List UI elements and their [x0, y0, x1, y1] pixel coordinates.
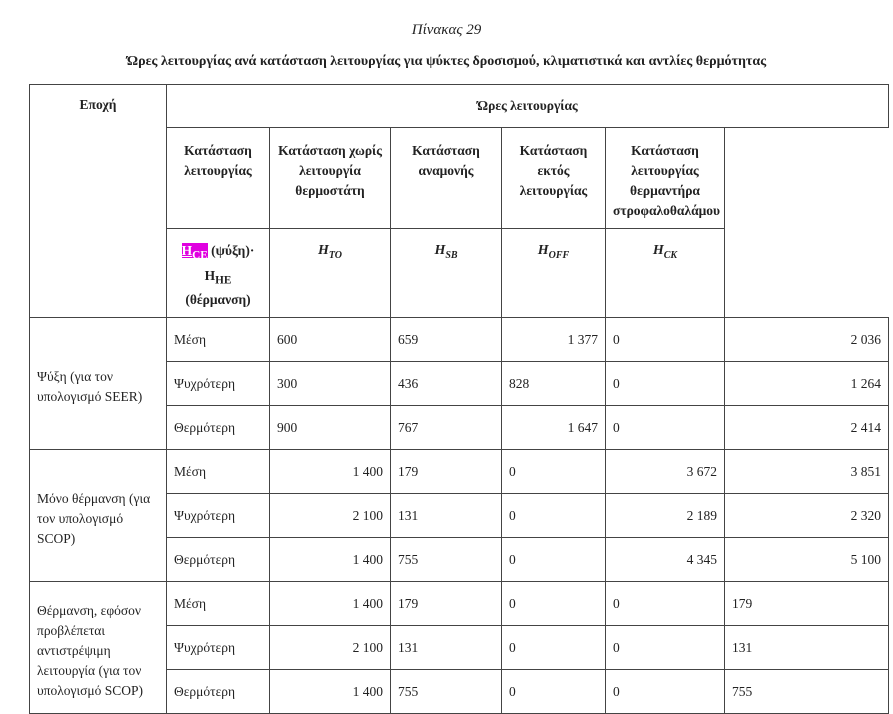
symbol-hck-main: H [652, 243, 664, 258]
value-cell: 0 [606, 406, 725, 450]
mode-header-off [502, 128, 606, 229]
value-cell: 0 [502, 582, 606, 626]
symbol-hto-sub: TO [328, 249, 343, 261]
mode-header-off-label: Κατάσταση εκτός λειτουργίας [519, 143, 588, 198]
value-cell: 2 100 [270, 494, 391, 538]
operating-hours-table [29, 84, 889, 714]
value-cell: 755 [391, 538, 502, 582]
value-cell: 2 320 [725, 494, 889, 538]
value-cell: 0 [606, 582, 725, 626]
symbol-hhe-heat-label: (θέρμανση) [185, 292, 251, 308]
mode-header-on [167, 128, 270, 229]
symbol-hto-main: H [317, 243, 329, 258]
value-cell: 0 [502, 450, 606, 494]
symbol-hhe-sub: HE [215, 274, 232, 287]
value-cell: 0 [502, 670, 606, 714]
value-cell: 1 647 [502, 406, 606, 450]
symbol-hoff-main: H [537, 243, 549, 258]
season-header [30, 85, 167, 318]
value-cell: 0 [502, 626, 606, 670]
value-cell: 1 400 [270, 538, 391, 582]
value-cell: 900 [270, 406, 391, 450]
symbol-hsb-main: H [434, 243, 446, 258]
mode-header-thermostat-off-label: Κατάσταση χωρίς λειτουργία θερμοστάτη [278, 143, 382, 198]
climate-cell: Ψυχρότερη [167, 626, 270, 670]
climate-cell: Ψυχρότερη [167, 362, 270, 406]
mode-header-crankcase-label: Κατάσταση λειτουργίας θερμαντήρα στροφαλοθαλάμου [613, 143, 721, 218]
climate-cell: Ψυχρότερη [167, 494, 270, 538]
mode-header-standby [391, 128, 502, 229]
symbol-hce-highlight [181, 243, 208, 262]
value-cell: 436 [391, 362, 502, 406]
table-caption: Πίνακας 29 [411, 22, 482, 38]
climate-cell: Μέση [167, 318, 270, 362]
value-cell: 2 036 [725, 318, 889, 362]
table-title: Ώρες λειτουργίας ανά κατάσταση λειτουργίας για ψύκτες δροσισμού, κλιματιστικά και αντλίες θερμότητας [126, 54, 767, 69]
value-cell: 828 [502, 362, 606, 406]
value-cell: 1 400 [270, 670, 391, 714]
value-cell: 755 [391, 670, 502, 714]
value-cell: 0 [606, 362, 725, 406]
symbol-hsb-sub: SB [445, 249, 458, 261]
value-cell: 5 100 [725, 538, 889, 582]
climate-cell: Μέση [167, 450, 270, 494]
value-cell: 0 [502, 538, 606, 582]
season-cell-heating-reversible [30, 582, 167, 714]
mode-header-thermostat-off [270, 128, 391, 229]
symbol-hoff-sub: OFF [548, 249, 570, 261]
season-label: Ψύξη (για τον υπολογισμό SEER) [37, 368, 143, 404]
value-cell: 131 [391, 494, 502, 538]
symbol-hck [606, 229, 725, 318]
symbol-hce-cool-label: (ψύξη)· [207, 243, 255, 258]
value-cell: 0 [606, 626, 725, 670]
value-cell: 755 [725, 670, 889, 714]
value-cell: 767 [391, 406, 502, 450]
value-cell: 300 [270, 362, 391, 406]
value-cell: 179 [725, 582, 889, 626]
value-cell: 2 189 [606, 494, 725, 538]
value-cell: 4 345 [606, 538, 725, 582]
climate-cell: Θερμότερη [167, 538, 270, 582]
mode-header-standby-label: Κατάσταση αναμονής [412, 143, 480, 178]
value-cell: 1 400 [270, 450, 391, 494]
value-cell: 3 851 [725, 450, 889, 494]
value-cell: 2 100 [270, 626, 391, 670]
symbol-hsb [391, 229, 502, 318]
mode-header-crankcase [606, 128, 725, 229]
value-cell: 2 414 [725, 406, 889, 450]
value-cell: 3 672 [606, 450, 725, 494]
table-row [30, 318, 889, 362]
season-label: Μόνο θέρμανση (για τον υπολογισμό SCOP) [37, 490, 151, 546]
symbol-hce-main: H [181, 243, 193, 258]
value-cell: 131 [391, 626, 502, 670]
symbol-hhe-main: H [204, 267, 216, 283]
season-header-label: Εποχή [79, 97, 117, 112]
climate-cell: Μέση [167, 582, 270, 626]
value-cell: 0 [606, 670, 725, 714]
value-cell: 1 264 [725, 362, 889, 406]
value-cell: 659 [391, 318, 502, 362]
value-cell: 1 377 [502, 318, 606, 362]
value-cell: 131 [725, 626, 889, 670]
value-cell: 0 [606, 318, 725, 362]
table-row [30, 582, 889, 626]
symbol-hck-sub: CK [663, 249, 678, 261]
symbol-hto [270, 229, 391, 318]
climate-cell: Θερμότερη [167, 406, 270, 450]
climate-cell: Θερμότερη [167, 670, 270, 714]
value-cell: 0 [502, 494, 606, 538]
operating-hours-header: Ώρες λειτουργίας [167, 85, 889, 128]
value-cell: 179 [391, 582, 502, 626]
symbol-hce-hhe [167, 229, 270, 318]
value-cell: 600 [270, 318, 391, 362]
season-cell-cooling [30, 318, 167, 450]
mode-header-on-label: Κατάσταση λειτουργίας [184, 143, 252, 178]
table-row [30, 450, 889, 494]
symbol-hoff [502, 229, 606, 318]
season-label: Θέρμανση, εφόσον προβλέπεται αντιστρέψιμη λειτουργία (για τον υπολογισμό SCOP) [37, 602, 144, 698]
symbol-hce-sub: CE [192, 249, 208, 262]
season-cell-heating-only [30, 450, 167, 582]
value-cell: 179 [391, 450, 502, 494]
value-cell: 1 400 [270, 582, 391, 626]
